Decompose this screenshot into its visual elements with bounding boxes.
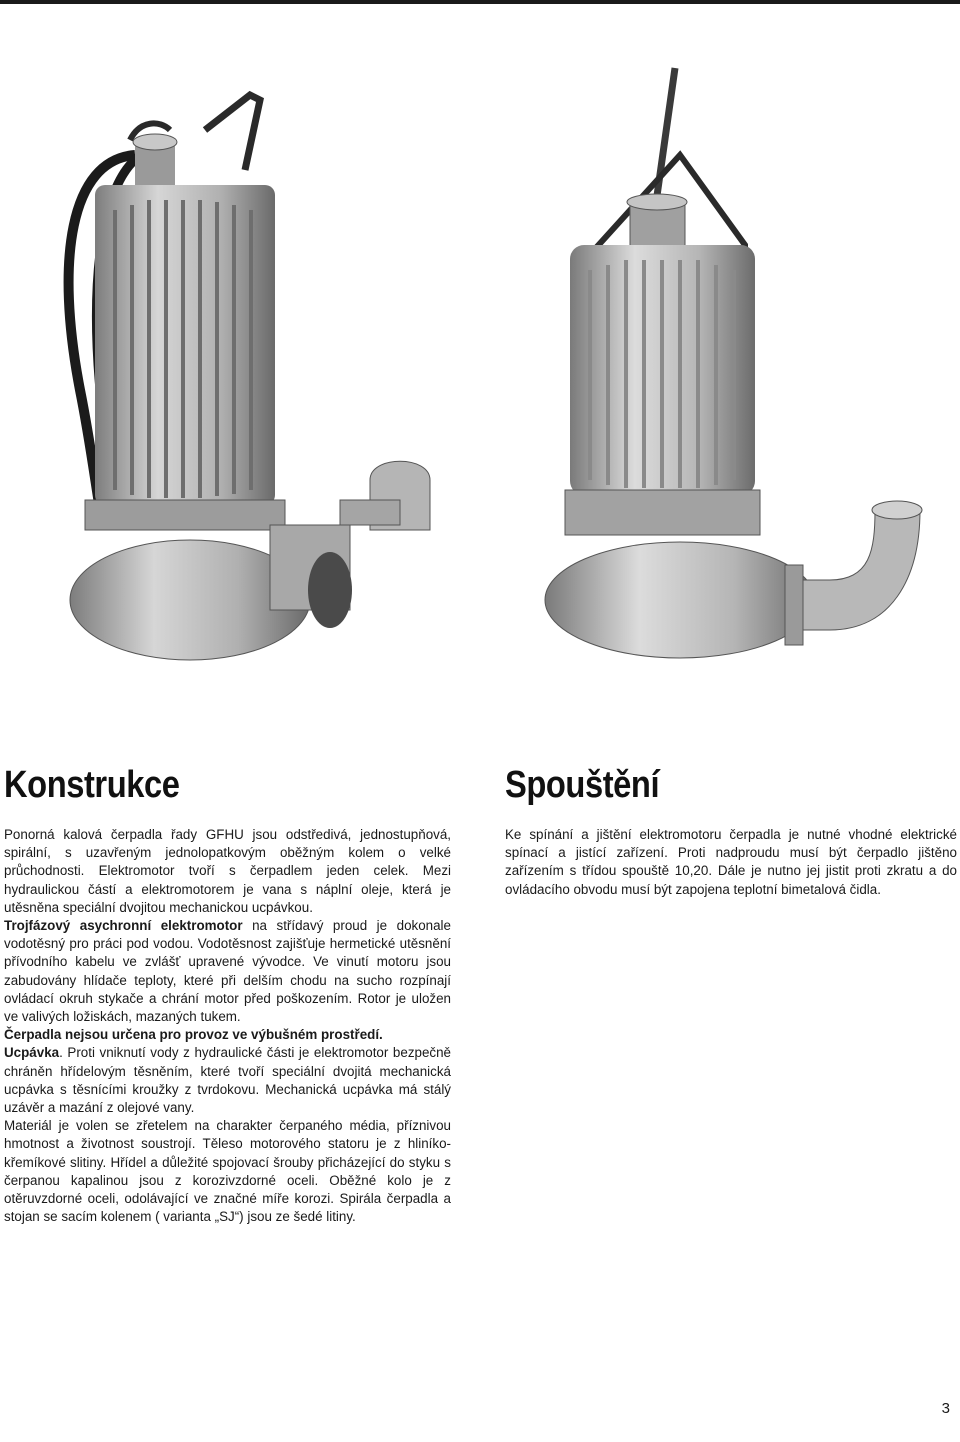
paragraph-text: . Proti vniknutí vody z hydraulické části je elektromotor bezpečně chráněn hřídelovým těsněním, které tvoří speciální dvojitá mechanická ucpávka s těsnícími kroužky z tvrdokovu. Mechanická ucpávka má stálý uzávěr a mazání z olejové vany.	[4, 1045, 451, 1116]
heading-konstrukce: Konstrukce	[4, 764, 180, 806]
konstrukce-text	[4, 826, 451, 1226]
page-number: 3	[941, 1400, 950, 1417]
paragraph-bold: Trojfázový asychronní elektromotor	[4, 918, 243, 934]
top-rule	[0, 0, 960, 4]
paragraph-seal	[4, 1044, 451, 1117]
pump-photo-right	[530, 60, 950, 680]
paragraph-text: na střídavý proud je dokonale vodotěsný pro práci pod vodou. Vodotěsnost zajišťuje hermetické utěsnění přívodního kabelu ve zvlášť upravené vývodce. Ve vinutí motoru jsou zabudovány hlídače teploty, které při delším chodu na sucho rozpínají ovládací okruh stykače a chrání motor před poškozením. Rotor je uložen ve valivých ložiskách, mazaných tukem.	[4, 918, 451, 1025]
paragraph-intro	[4, 826, 451, 917]
paragraph-warning	[4, 1026, 451, 1044]
paragraph-bold: Čerpadla nejsou určena pro provoz ve výbušném prostředí.	[4, 1027, 383, 1043]
paragraph-text: Materiál je volen se zřetelem na charakter čerpaného média, příznivou hmotnost a životnost soustrojí. Těleso motorového statoru je z hliníko-křemíkové slitiny. Hřídel a důležité spojovací šrouby přicházející do styku s čerpanou kapalinou jsou z korozivzdorné oceli. Oběžné kolo je z otěruvzdorné oceli, odolávající ve značné míře korozi. Spirála čerpadla a stojan se sacím kolenem ( varianta „SJ“) jsou ze šedé litiny.	[4, 1118, 451, 1225]
spousteni-text	[505, 826, 957, 899]
paragraph-text: Ke spínání a jištění elektromotoru čerpadla je nutné vhodné elektrické spínací a jistící zařízení. Proti nadproudu musí být čerpadlo jištěno zařízením s třídou spouště 10,20. Dále je nutno jej jistit proti zkratu a do ovládacího obvodu musí být zapojena teplotní bimetalová čidla.	[505, 827, 957, 897]
paragraph-motor	[4, 917, 451, 1026]
paragraph-text: Ponorná kalová čerpadla řady GFHU jsou odstředivá, jednostupňová, spirální, s uzavřeným jednolopatkovým oběžným kolem o velké průchodnosti. Elektromotor tvoří s čerpadlem jeden celek. Mezi hydraulickou částí a elektromotorem je vana s náplní oleje, která je utěsněna speciální dvojitou mechanickou ucpávkou.	[4, 827, 451, 915]
pump-photo-left	[40, 60, 460, 680]
paragraph-bold: Ucpávka	[4, 1045, 60, 1061]
heading-spousteni: Spouštění	[505, 764, 660, 806]
paragraph-material	[4, 1117, 451, 1226]
paragraph-starting	[505, 826, 957, 899]
